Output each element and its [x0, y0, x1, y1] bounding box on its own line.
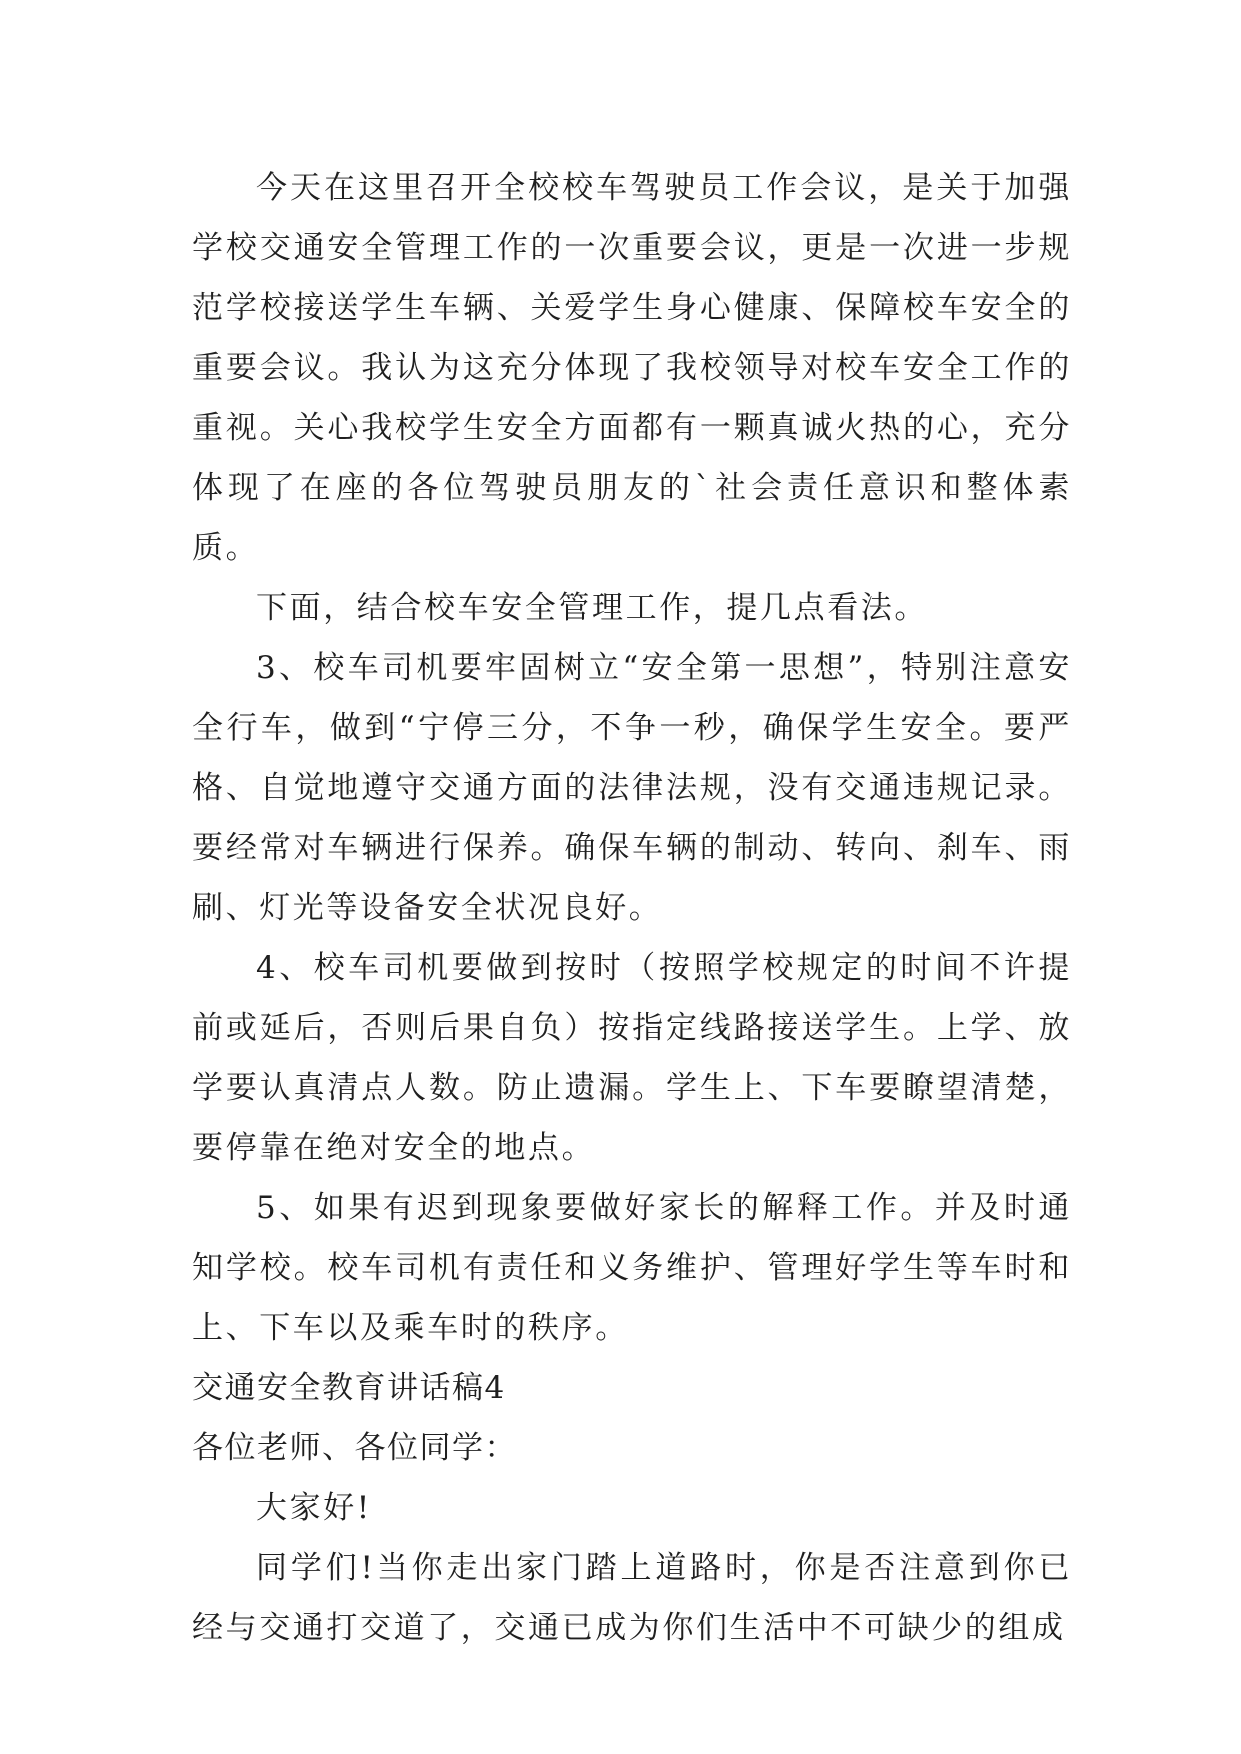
paragraph-meeting-intro: 今天在这里召开全校校车驾驶员工作会议，是关于加强学校交通安全管理工作的一次重要会议，更是一次进一步规范学校接送学生车辆、关爱学生身心健康、保障校车安全的重要会议。我认为这充分体现了我校领导对校车安全工作的重视。关心我校学生安全方面都有一颗真诚火热的心，充分体现了在座的各位驾驶员朋友的`社会责任意识和整体素质。 [192, 170, 1072, 566]
greeting: 大家好! [256, 1490, 372, 1526]
paragraph-point-3: 3、校车司机要牢固树立“安全第一思想”，特别注意安全行车，做到“宁停三分，不争一秒，确保学生安全。要严格、自觉地遵守交通方面的法律法规，没有交通违规记录。要经常对车辆进行保养。确保车辆的制动、转向、刹车、雨刷、灯光等设备安全状况良好。 [192, 650, 1072, 926]
paragraph-point-5: 5、如果有迟到现象要做好家长的解释工作。并及时通知学校。校车司机有责任和义务维护、管理好学生等车时和上、下车以及乘车时的秩序。 [192, 1190, 1072, 1346]
section-title: 交通安全教育讲话稿4 [192, 1370, 506, 1406]
paragraph-students-intro: 同学们!当你走出家门踏上道路时，你是否注意到你已经与交通打交道了，交通已成为你们生活中不可缺少的组成 [192, 1550, 1072, 1646]
paragraph-opinions-intro: 下面，结合校车安全管理工作，提几点看法。 [256, 590, 928, 626]
salutation: 各位老师、各位同学： [192, 1430, 517, 1466]
paragraph-point-4: 4、校车司机要做到按时（按照学校规定的时间不许提前或延后，否则后果自负）按指定线路接送学生。上学、放学要认真清点人数。防止遗漏。学生上、下车要瞭望清楚，要停靠在绝对安全的地点。 [192, 950, 1072, 1166]
document-body [192, 158, 1072, 1658]
